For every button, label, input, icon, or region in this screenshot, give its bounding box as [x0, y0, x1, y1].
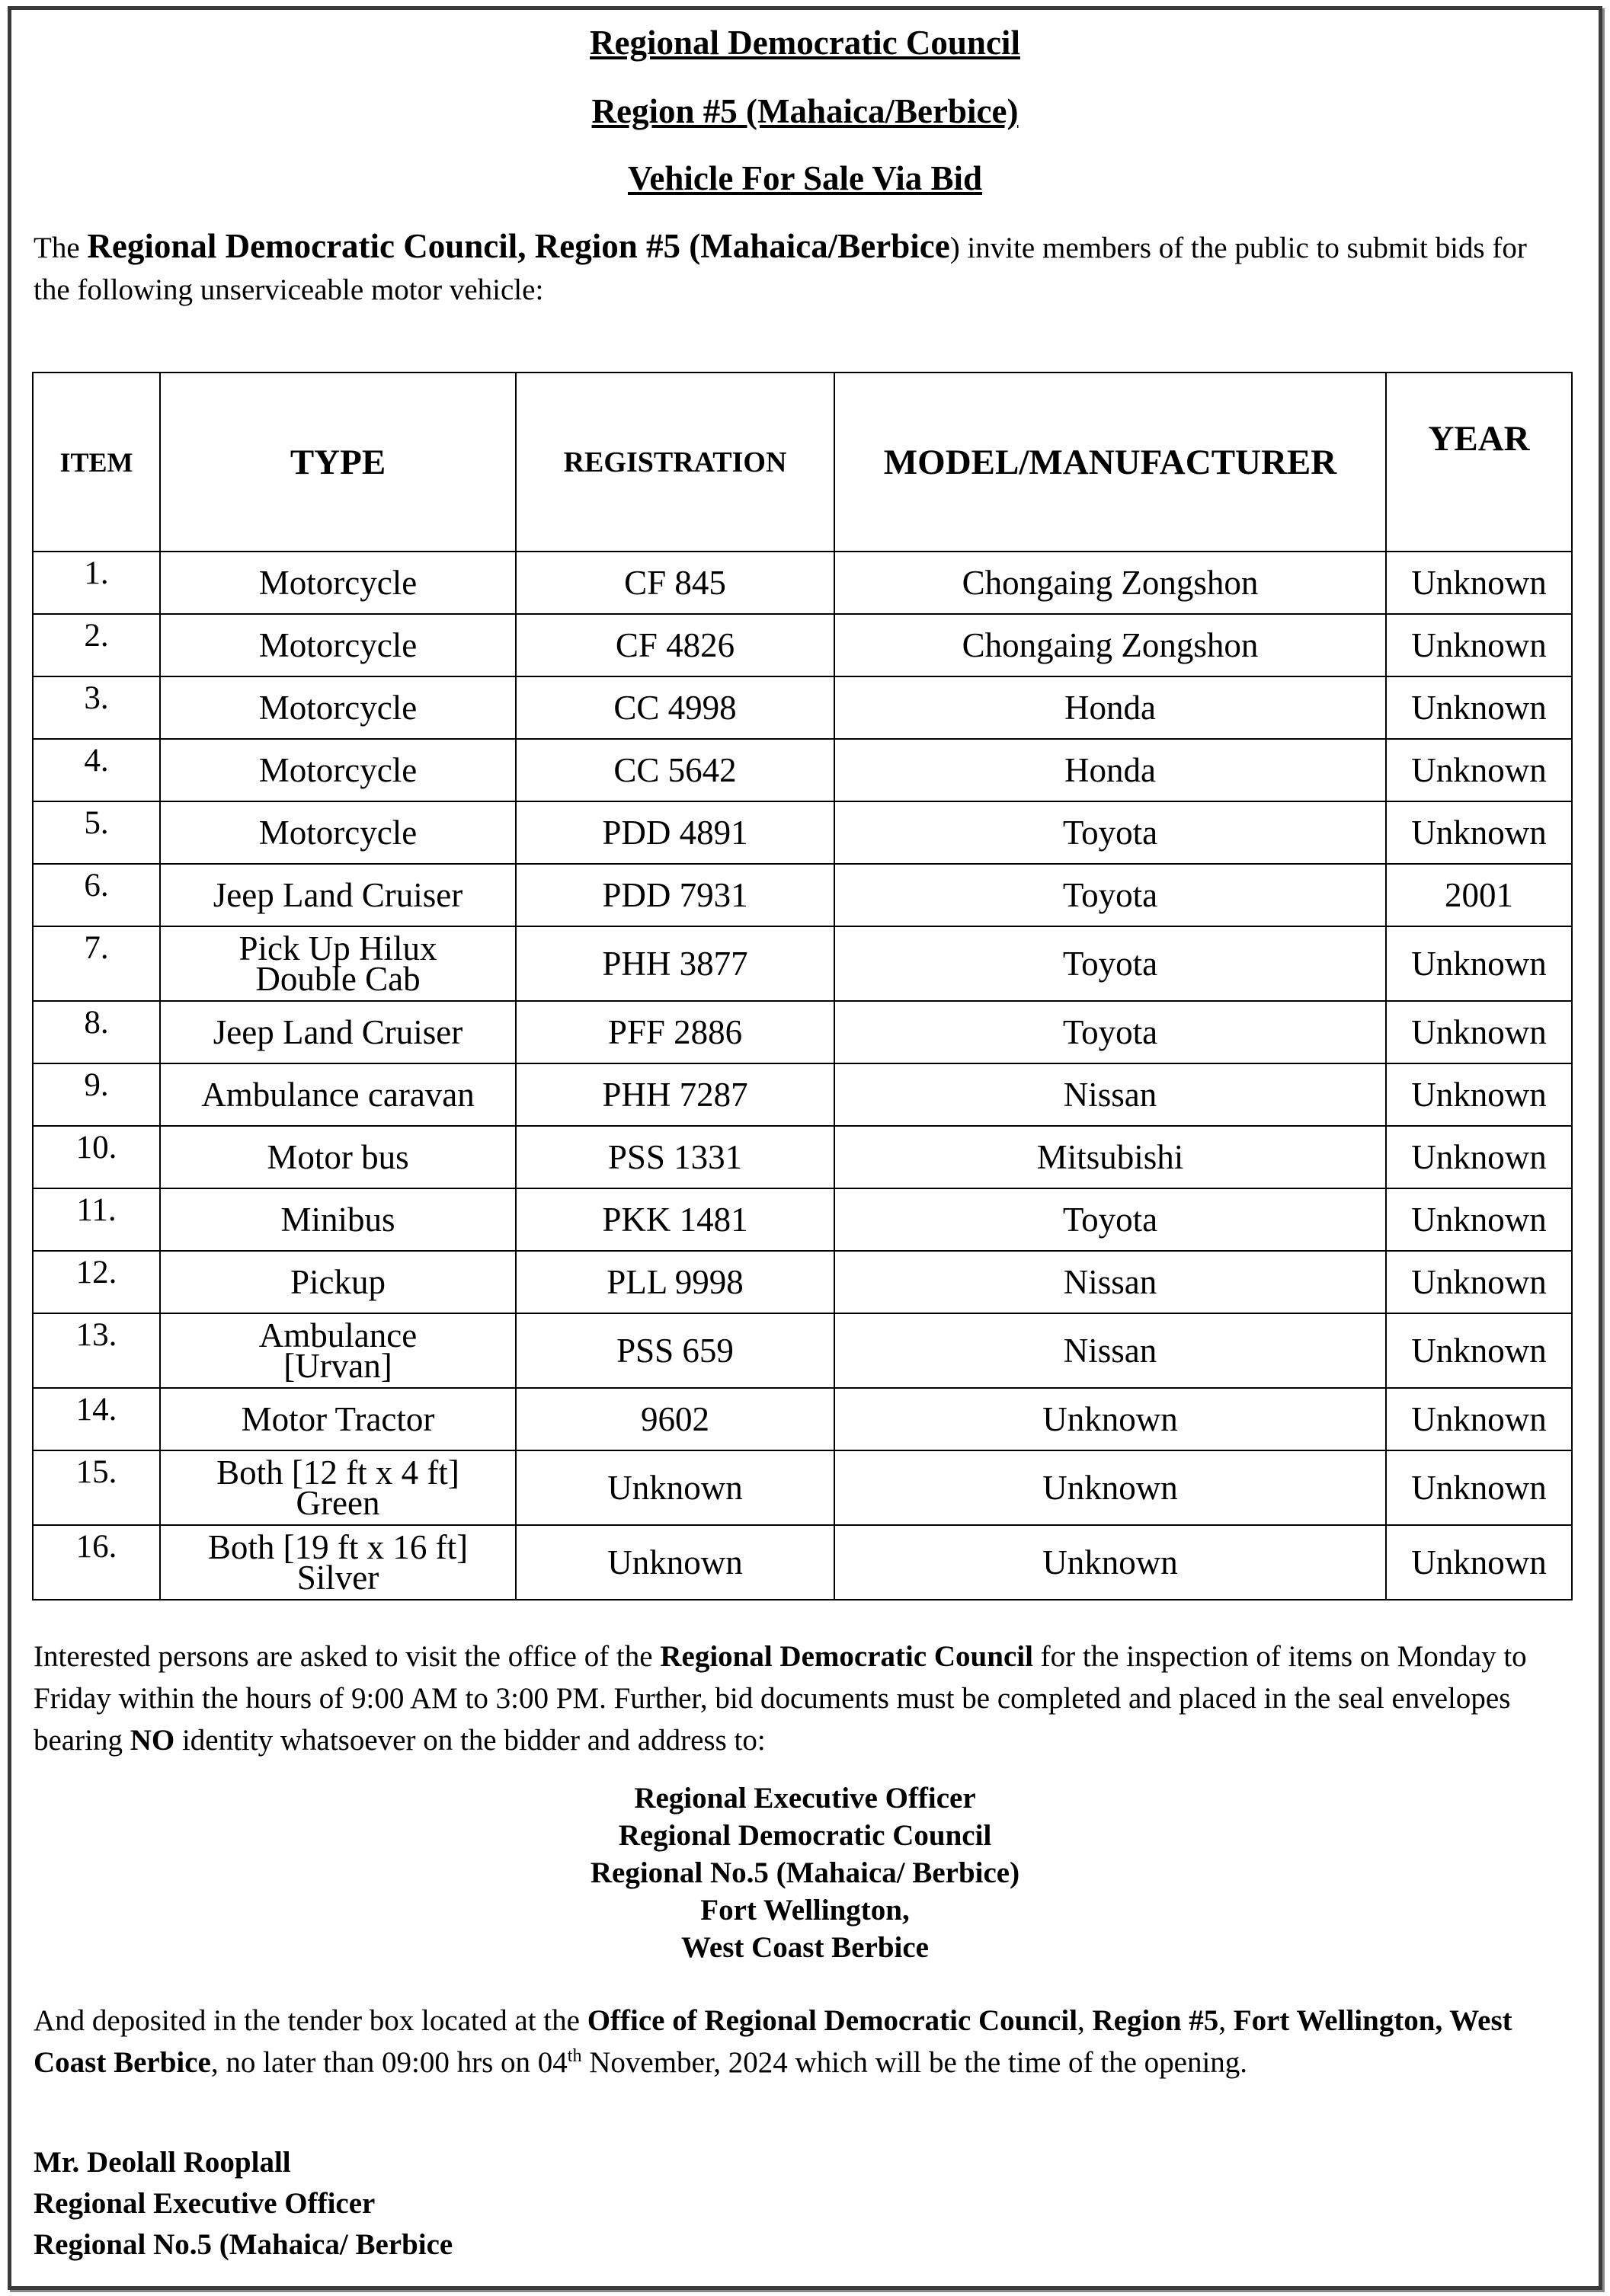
cell-model: Toyota — [834, 864, 1386, 926]
deposit-paragraph — [34, 2000, 1565, 2083]
cell-model: Nissan — [834, 1251, 1386, 1313]
page-title: Regional Democratic Council — [590, 24, 1020, 62]
cell-registration: PLL 9998 — [516, 1251, 834, 1313]
cell-registration: PSS 659 — [516, 1313, 834, 1388]
cell-year: Unknown — [1386, 552, 1572, 614]
table-row — [33, 739, 1572, 801]
deposit-superscript: th — [567, 2046, 582, 2066]
cell-type: Pickup — [160, 1251, 516, 1313]
table-row — [33, 614, 1572, 676]
deposit-text-2: , — [1077, 2004, 1093, 2037]
cell-model: Chongaing Zongshon — [834, 552, 1386, 614]
inspection-text-2: for the inspection of items on Monday to Friday within the hours of 9:00 AM to 3:00 PM. Further, bid documents must be completed and placed in the seal envelopes bearing — [34, 1640, 1527, 1757]
table-row — [33, 1188, 1572, 1251]
cell-year: Unknown — [1386, 1126, 1572, 1188]
cell-item: 13. — [33, 1313, 160, 1388]
cell-registration: PHH 3877 — [516, 926, 834, 1001]
deposit-text-3: , — [1218, 2004, 1234, 2037]
table-row — [33, 1063, 1572, 1126]
vehicle-table — [32, 372, 1573, 1600]
cell-model: Nissan — [834, 1313, 1386, 1388]
cell-item: 7. — [33, 926, 160, 1001]
cell-item: 9. — [33, 1063, 160, 1126]
cell-model: Toyota — [834, 801, 1386, 864]
cell-type: Ambulance [Urvan] — [160, 1313, 516, 1388]
inspection-bold-2: NO — [130, 1724, 175, 1757]
cell-type: Jeep Land Cruiser — [160, 1001, 516, 1063]
cell-item: 11. — [33, 1188, 160, 1251]
cell-registration: PDD 7931 — [516, 864, 834, 926]
cell-model: Honda — [834, 676, 1386, 739]
table-header-row — [33, 373, 1572, 552]
table-row — [33, 676, 1572, 739]
header-registration: REGISTRATION — [516, 373, 834, 552]
table-row — [33, 1450, 1572, 1525]
address-line: Regional Executive Officer — [634, 1782, 976, 1815]
inspection-text-3: identity whatsoever on the bidder and address to: — [174, 1724, 766, 1757]
cell-type: Motorcycle — [160, 739, 516, 801]
cell-model: Unknown — [834, 1388, 1386, 1450]
cell-item: 4. — [33, 739, 160, 801]
intro-bold: Regional Democratic Council, Region #5 (Mahaica/Berbice — [87, 227, 950, 265]
cell-year: Unknown — [1386, 1001, 1572, 1063]
deposit-bold-1: Office of Regional Democratic Council — [587, 2004, 1078, 2037]
intro-post: ) invite members of the public to submit bids for the following unserviceable motor vehicle: — [34, 232, 1527, 306]
cell-type: Jeep Land Cruiser — [160, 864, 516, 926]
cell-item: 5. — [33, 801, 160, 864]
cell-type: Pick Up Hilux Double Cab — [160, 926, 516, 1001]
cell-type: Ambulance caravan — [160, 1063, 516, 1126]
table-row — [33, 1388, 1572, 1450]
inspection-paragraph — [34, 1636, 1565, 1761]
cell-year: Unknown — [1386, 1251, 1572, 1313]
cell-type: Motorcycle — [160, 614, 516, 676]
deposit-bold-3: Fort Wellington, West Coast Berbice — [34, 2004, 1512, 2079]
cell-item: 15. — [33, 1450, 160, 1525]
table-row — [33, 1251, 1572, 1313]
deposit-text-4: , no later than 09:00 hrs on 04 — [210, 2046, 568, 2079]
cell-year: Unknown — [1386, 614, 1572, 676]
signature-name: Mr. Deolall Rooplall — [34, 2146, 291, 2179]
header-item: ITEM — [33, 373, 160, 552]
cell-registration: PKK 1481 — [516, 1188, 834, 1251]
cell-model: Nissan — [834, 1063, 1386, 1126]
address-line: Regional No.5 (Mahaica/ Berbice) — [590, 1856, 1020, 1889]
cell-model: Toyota — [834, 1188, 1386, 1251]
address-line: West Coast Berbice — [681, 1931, 929, 1964]
cell-year: Unknown — [1386, 1525, 1572, 1600]
cell-item: 16. — [33, 1525, 160, 1600]
cell-year: Unknown — [1386, 739, 1572, 801]
table-row — [33, 1525, 1572, 1600]
cell-type: Motor Tractor — [160, 1388, 516, 1450]
cell-registration: CC 4998 — [516, 676, 834, 739]
cell-registration: PFF 2886 — [516, 1001, 834, 1063]
cell-year: Unknown — [1386, 926, 1572, 1001]
cell-item: 12. — [33, 1251, 160, 1313]
cell-model: Unknown — [834, 1450, 1386, 1525]
cell-registration: PDD 4891 — [516, 801, 834, 864]
table-row — [33, 552, 1572, 614]
cell-year: Unknown — [1386, 1313, 1572, 1388]
cell-registration: 9602 — [516, 1388, 834, 1450]
cell-model: Unknown — [834, 1525, 1386, 1600]
table-row — [33, 1001, 1572, 1063]
region-heading: Region #5 (Mahaica/Berbice) — [591, 92, 1019, 130]
cell-registration: CF 4826 — [516, 614, 834, 676]
cell-type: Motorcycle — [160, 801, 516, 864]
table-body — [33, 552, 1572, 1600]
cell-registration: Unknown — [516, 1525, 834, 1600]
cell-type: Motorcycle — [160, 676, 516, 739]
cell-item: 8. — [33, 1001, 160, 1063]
address-line: Regional Democratic Council — [618, 1819, 992, 1852]
header-year: YEAR — [1386, 373, 1572, 552]
header-model: MODEL/MANUFACTURER — [834, 373, 1386, 552]
table-row — [33, 1126, 1572, 1188]
deposit-bold-2: Region #5 — [1092, 2004, 1219, 2037]
cell-item: 6. — [33, 864, 160, 926]
cell-year: Unknown — [1386, 1450, 1572, 1525]
cell-registration: CC 5642 — [516, 739, 834, 801]
table-row — [33, 1313, 1572, 1388]
cell-type: Both [19 ft x 16 ft] Silver — [160, 1525, 516, 1600]
cell-model: Chongaing Zongshon — [834, 614, 1386, 676]
header-type: TYPE — [160, 373, 516, 552]
intro-paragraph — [34, 225, 1565, 311]
cell-year: Unknown — [1386, 1063, 1572, 1126]
signature-title: Regional Executive Officer — [34, 2187, 376, 2220]
signature-block — [34, 2142, 453, 2266]
cell-year: Unknown — [1386, 1388, 1572, 1450]
table-row — [33, 801, 1572, 864]
signature-region: Regional No.5 (Mahaica/ Berbice — [34, 2228, 453, 2261]
address-line: Fort Wellington, — [700, 1894, 910, 1927]
intro-pre: The — [34, 232, 88, 264]
cell-model: Mitsubishi — [834, 1126, 1386, 1188]
cell-model: Toyota — [834, 1001, 1386, 1063]
cell-item: 14. — [33, 1388, 160, 1450]
cell-model: Toyota — [834, 926, 1386, 1001]
deposit-text-5: November, 2024 which will be the time of the opening. — [581, 2046, 1248, 2079]
cell-type: Motor bus — [160, 1126, 516, 1188]
table-row — [33, 926, 1572, 1001]
cell-registration: PSS 1331 — [516, 1126, 834, 1188]
cell-item: 10. — [33, 1126, 160, 1188]
table-row — [33, 864, 1572, 926]
inspection-text-1: Interested persons are asked to visit the office of the — [34, 1640, 661, 1673]
cell-registration: Unknown — [516, 1450, 834, 1525]
cell-year: 2001 — [1386, 864, 1572, 926]
cell-year: Unknown — [1386, 676, 1572, 739]
address-block — [0, 1780, 1610, 1966]
sale-heading: Vehicle For Sale Via Bid — [627, 159, 983, 197]
cell-model: Honda — [834, 739, 1386, 801]
cell-year: Unknown — [1386, 801, 1572, 864]
cell-registration: PHH 7287 — [516, 1063, 834, 1126]
cell-item: 1. — [33, 552, 160, 614]
cell-type: Motorcycle — [160, 552, 516, 614]
cell-registration: CF 845 — [516, 552, 834, 614]
deposit-text-1: And deposited in the tender box located at the — [34, 2004, 587, 2037]
cell-type: Minibus — [160, 1188, 516, 1251]
cell-item: 2. — [33, 614, 160, 676]
cell-year: Unknown — [1386, 1188, 1572, 1251]
cell-type: Both [12 ft x 4 ft] Green — [160, 1450, 516, 1525]
inspection-bold-1: Regional Democratic Council — [660, 1640, 1033, 1673]
cell-item: 3. — [33, 676, 160, 739]
